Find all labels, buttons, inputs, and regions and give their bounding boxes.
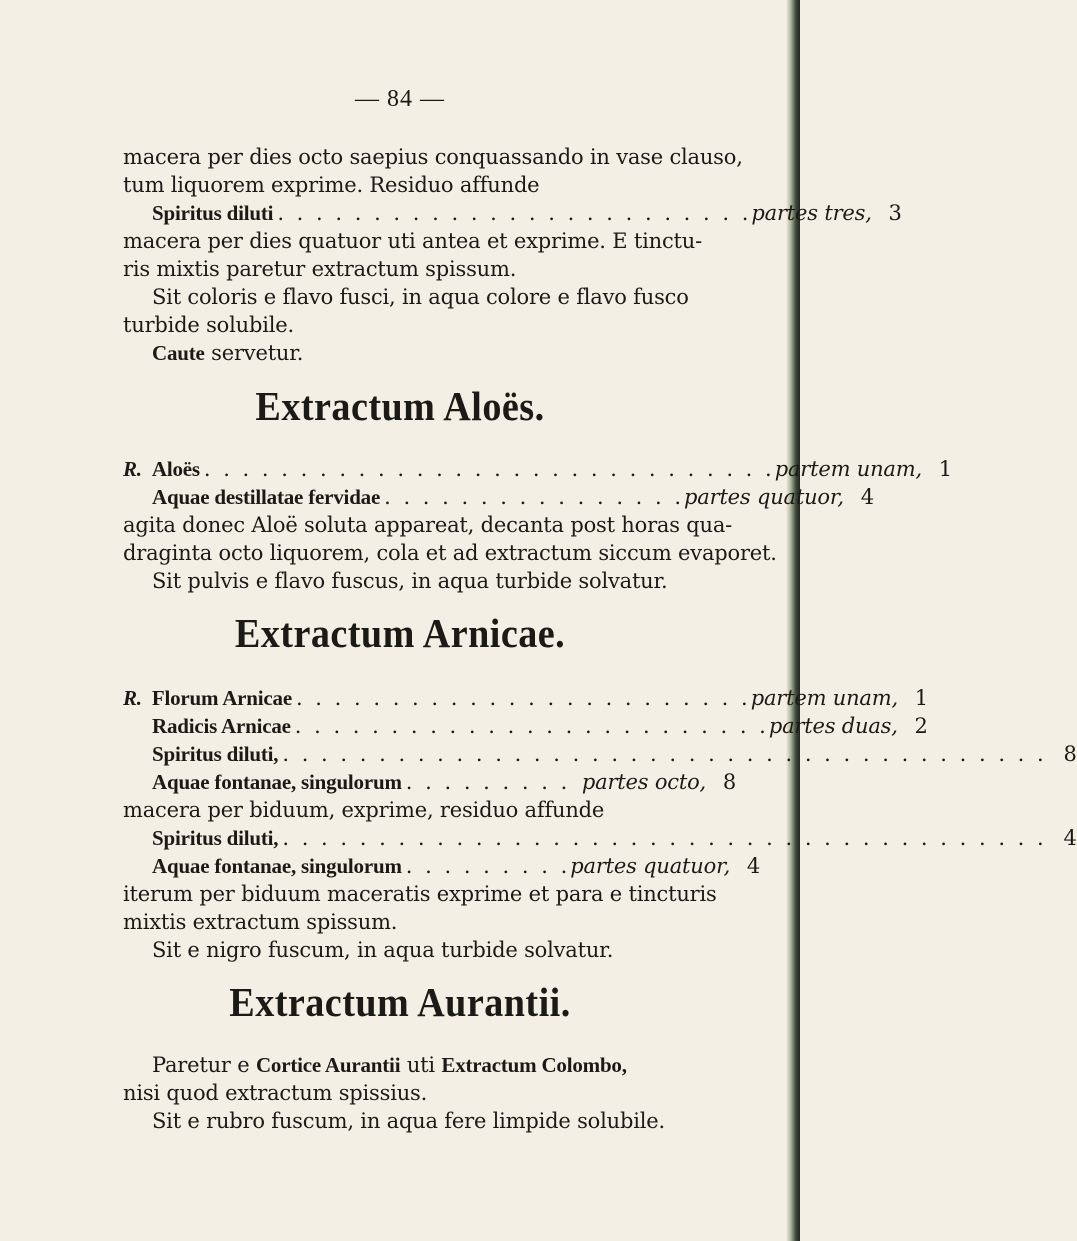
ingredient-amount: partes octo,: [581, 770, 706, 794]
page-edge: [786, 0, 800, 1241]
ingredient-name: Aquae fontanae, singulorum: [152, 770, 402, 794]
caution-text: servetur.: [211, 341, 304, 365]
section-title-aurantii: Extractum Aurantii.: [229, 979, 571, 1025]
ingredient-name: Aloës: [151, 457, 200, 481]
text-line: Sit pulvis e flavo fuscus, in aqua turbide solvatur.: [152, 569, 668, 593]
ingredient-amount: partes quatuor,: [684, 485, 844, 509]
leader-dots: . . . . . . . . . . . . . . . . . . . . . . . . .: [277, 201, 752, 225]
ingredient-row: [152, 824, 1077, 852]
text-line: ris mixtis paretur extractum spissum.: [123, 257, 517, 281]
ingredient-number: 2: [914, 714, 928, 738]
ingredient-number: 4: [860, 485, 874, 509]
leader-dots: . . . . . . . . . . . . . . . . . . . . . . . . . . . . . . . . . . . . . . . .: [282, 742, 1047, 766]
ingredient-amount: partem unam,: [750, 686, 898, 710]
text-line: macera per biduum, exprime, residuo affunde: [123, 798, 605, 822]
text-line: nisi quod extractum spissius.: [123, 1081, 428, 1105]
ingredient-row: [123, 684, 928, 712]
ingredient-number: 8: [722, 770, 736, 794]
recipe-symbol: R.: [123, 457, 142, 481]
ingredient-row: [152, 199, 902, 227]
text-line: mixtis extractum spissum.: [123, 910, 398, 934]
ingredient-name: Radicis Arnicae: [152, 714, 291, 738]
leader-dots: . . . . . . . . . . . . . . . . . . . . . . . . . . . . . .: [203, 457, 775, 481]
leader-dots: . . . . . . . . .: [405, 770, 571, 794]
section-title-aloes: Extractum Aloës.: [255, 383, 545, 429]
text-line: macera per dies octo saepius conquassando in vase clauso,: [123, 145, 743, 169]
section-title-arnicae: Extractum Arnicae.: [234, 610, 566, 656]
caution-line: [152, 339, 736, 367]
bold-term: Extractum Colombo,: [441, 1053, 627, 1077]
leader-dots: . . . . . . . . .: [405, 854, 571, 878]
ingredient-amount: partes duas,: [768, 714, 898, 738]
ingredient-name: Florum Arnicae: [151, 686, 292, 710]
leader-dots: . . . . . . . . . . . . . . . . . . . . . . . . .: [294, 714, 769, 738]
text-line: macera per dies quatuor uti antea et exprime. E tinctu-: [123, 229, 702, 253]
ingredient-number: 4: [1063, 826, 1077, 850]
bold-term: Cortice Aurantii: [255, 1053, 401, 1077]
ingredient-name: Spiritus diluti,: [152, 742, 279, 766]
ingredient-row: [152, 483, 874, 511]
ingredient-number: 3: [888, 201, 902, 225]
ingredient-row: [123, 455, 952, 483]
text-line: Sit coloris e flavo fusci, in aqua colore e flavo fusco: [152, 285, 689, 309]
text-line: Sit e nigro fuscum, in aqua turbide solvatur.: [152, 938, 614, 962]
text-line: Sit e rubro fuscum, in aqua fere limpide solubile.: [152, 1109, 665, 1133]
page-number: — 84 —: [355, 86, 445, 112]
leader-dots: . . . . . . . . . . . . . . . . . . . . . . . .: [295, 686, 751, 710]
ingredient-amount: partem unam,: [774, 457, 922, 481]
ingredient-number: 4: [746, 854, 761, 878]
text-line: iterum per biduum maceratis exprime et para e tincturis: [123, 882, 717, 906]
ingredient-row: [152, 852, 761, 880]
ingredient-name: Spiritus diluti: [152, 201, 274, 225]
ingredient-name: Spiritus diluti,: [152, 826, 279, 850]
ingredient-row: [152, 740, 1077, 768]
leader-dots: . . . . . . . . . . . . . . . . . . . . . . . . . . . . . . . . . . . . . . . .: [282, 826, 1047, 850]
ingredient-row: [152, 768, 736, 796]
ingredient-name: Aquae destillatae fervidae: [152, 485, 381, 509]
text-line: turbide solubile.: [123, 313, 294, 337]
ingredient-amount: partes tres,: [751, 201, 872, 225]
ingredient-row: [152, 712, 928, 740]
ingredient-number: 1: [938, 457, 952, 481]
text-line: draginta octo liquorem, cola et ad extractum siccum evaporet.: [123, 541, 777, 565]
ingredient-number: 8: [1063, 742, 1077, 766]
ingredient-amount: partes quatuor,: [570, 854, 731, 878]
text-line: tum liquorem exprime. Residuo affunde: [123, 173, 540, 197]
caution-label: Caute: [152, 341, 205, 365]
leader-dots: . . . . . . . . . . . . . . . .: [384, 485, 685, 509]
text-line: [152, 1051, 736, 1079]
text-fragment: uti: [406, 1053, 435, 1077]
recipe-symbol: R.: [123, 686, 142, 710]
text-line: agita donec Aloë soluta appareat, decanta post horas qua-: [123, 513, 733, 537]
ingredient-name: Aquae fontanae, singulorum: [152, 854, 402, 878]
ingredient-number: 1: [914, 686, 928, 710]
text-fragment: Paretur e: [152, 1053, 250, 1077]
